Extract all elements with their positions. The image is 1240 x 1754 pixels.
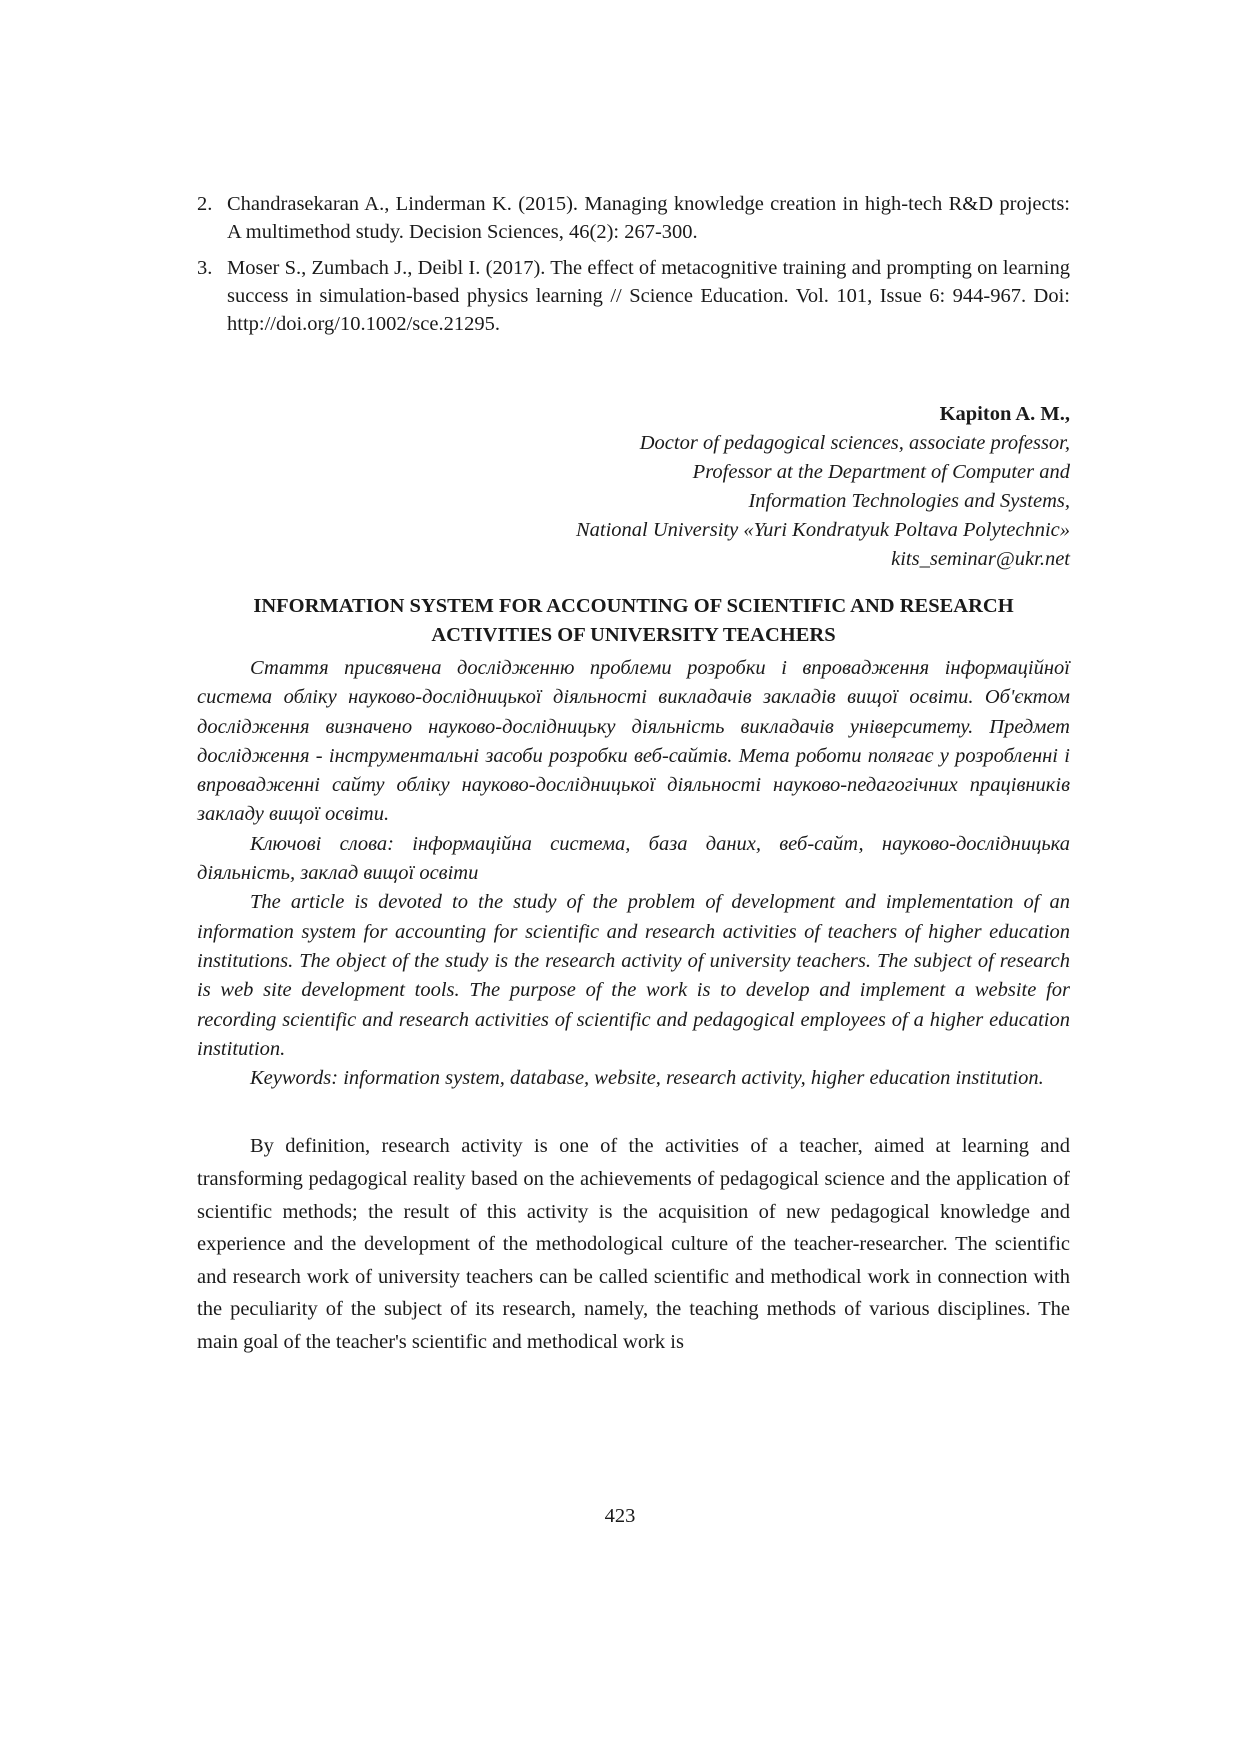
body-paragraph: By definition, research activity is one of the activities of a teacher, aimed at learning and transforming pedagogical reality based on the achievements of pedagogical science and the application of scientific methods; the result of this activity is the acquisition of new pedagogical knowledge and experience and the development of the methodological culture of the teacher-researcher. The scientific and research work of university teachers can be called scientific and methodical work in connection with the peculiarity of the subject of its research, namely, the teaching methods of various disciplines. The main goal of the teacher's scientific and methodical work is [197,1135,1070,1354]
keywords-ukrainian: Ключові слова: інформаційна система, база даних, веб-сайт, науково-дослідницька діяльність, заклад вищої освіти [197,832,1070,885]
page-content [197,190,1070,1359]
author-degree: Doctor of pedagogical sciences, associate professor, [639,432,1070,454]
author-department: Information Technologies and Systems, [748,490,1070,512]
abstract-ukrainian: Стаття присвячена дослідженню проблеми розробки і впровадження інформаційної система обліку науково-дослідницької діяльності викладачів закладів вищої освіти. Об'єктом дослідження визначено науково-дослідницьку діяльність викладачів університету. Предмет дослідження - інструментальні засоби розробки веб-сайтів. Мета роботи полягає у розробленні і впровадженні сайту обліку науково-дослідницької діяльності науково-педагогічних працівників закладу вищої освіти. [197,657,1070,826]
author-block [197,400,1070,574]
abstract-section [197,654,1070,1093]
author-university: National University «Yuri Kondratyuk Poltava Polytechnic» [575,519,1070,541]
author-position: Professor at the Department of Computer and [692,461,1070,483]
reference-item [197,254,1070,338]
reference-number: 2. [197,193,213,215]
reference-text: Moser S., Zumbach J., Deibl I. (2017). The effect of metacognitive training and prompting on learning success in simulation-based physics learning // Science Education. Vol. 101, Issue 6: 944-967. Doi: http://doi.org/10.1002/sce.21295. [227,257,1070,335]
author-name: Kapiton A. M., [939,403,1070,425]
reference-item [197,190,1070,246]
keywords-english: Keywords: information system, database, website, research activity, higher education institution. [250,1067,1044,1090]
page-number: 423 [604,1505,636,1527]
abstract-english: The article is devoted to the study of the problem of development and implementation of an information system for accounting for scientific and research activities of teachers of higher education institutions. The object of the study is the research activity of university teachers. The subject of research is web site development tools. The purpose of the work is to develop and implement a website for recording scientific and research activities of scientific and pedagogical employees of a higher education institution. [197,891,1070,1060]
reference-list [197,190,1070,338]
reference-number: 3. [197,257,213,279]
body-text [197,1130,1070,1358]
author-email: kits_seminar@ukr.net [891,548,1070,570]
paper-title: INFORMATION SYSTEM FOR ACCOUNTING OF SCIENTIFIC AND RESEARCH ACTIVITIES OF UNIVERSITY TEACHERS [253,595,1014,646]
reference-text: Chandrasekaran A., Linderman K. (2015). Managing knowledge creation in high-tech R&D projects: A multimethod study. Decision Sciences, 46(2): 267-300. [227,193,1070,243]
